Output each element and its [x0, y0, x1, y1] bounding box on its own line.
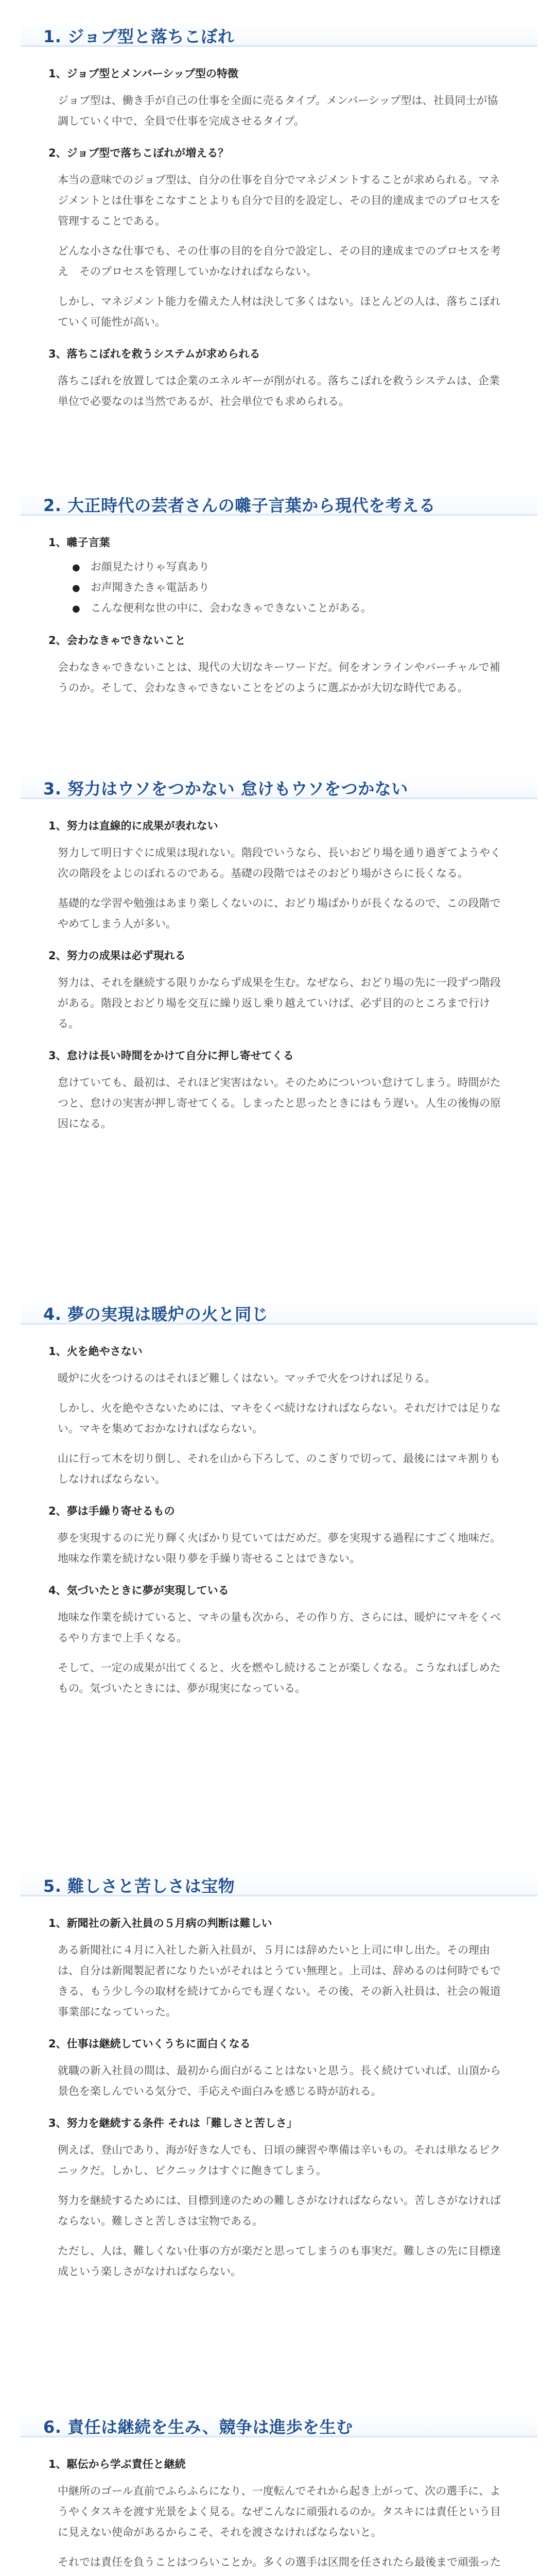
paragraph: ジョブ型は、働き手が自己の仕事を全面に売るタイプ。メンバーシップ型は、社員同士が協調していく中で、全員で仕事を完成させるタイプ。	[58, 94, 498, 127]
subheading: 4、気づいたときに夢が実現している	[48, 1584, 229, 1597]
section-title: 3. 努力はウソをつかない 怠けもウソをつかない	[43, 779, 408, 799]
subheading: 2、努力の成果は必ず現れる	[48, 950, 186, 962]
section-2	[21, 489, 537, 698]
section-header	[21, 1870, 537, 1896]
paragraph: 怠けていても、最初は、それほど実害はない。そのためについつい怠けてしまう。時間がたつと、怠けの実害が押し寄せてくる。しまったと思ったときにはもう遅い。人生の後悔の原因になる。	[58, 1076, 501, 1130]
section-3	[21, 773, 537, 1134]
section-title: 6. 責任は継続を生み、競争は進歩を生む	[43, 2417, 353, 2437]
paragraph: 落ちこぼれを放置しては企業のエネルギーが削がれる。落ちこぼれを救うシステムは、企業単位で必要なのは当然であるが、社会単位でも求められる。	[58, 375, 500, 408]
section-header	[21, 1298, 537, 1325]
section-1	[21, 21, 537, 412]
paragraph: どんな小さな仕事でも、その仕事の目的を自分で設定し、その目的達成までのプロセスを考え そのプロセスを管理していかなければならない。	[58, 245, 501, 278]
section-title: 1. ジョブ型と落ちこぼれ	[43, 27, 235, 46]
subheading: 1、駆伝から学ぶ責任と継続	[48, 2458, 186, 2470]
paragraph: 中継所のゴール直前でふらふらになり、一度転んでそれから起き上がって、次の選手に、ようやくタスキを渡す光景をよく見る。なぜこんなに頑張れるのか。タスキには責任という目に見えない使命があるからこそ、それを渡さなければならないと。	[58, 2485, 501, 2538]
paragraph: 会わなきゃできないことは、現代の大切なキーワードだ。何をオンラインやバーチャルで補うのか。そして、会わなきゃできないことをどのように選ぶかが大切な時代である。	[58, 661, 500, 694]
subheading: 1、新聞社の新入社員の５月病の判断は難しい	[48, 1917, 272, 1929]
paragraph: 本当の意味でのジョブ型は、自分の仕事を自分でマネジメントすることが求められる。マネジメントとは仕事をこなすことよりも自分で目的を設定し、その目的達成までのプロセスを管理することである。	[58, 174, 501, 227]
section-5	[21, 1870, 537, 2282]
section-header	[21, 21, 537, 47]
paragraph: 地味な作業を続けていると、マキの量も次から、その作り方、さらには、暖炉にマキをくべるやり方まで上手くなる。	[58, 1611, 501, 1644]
subheading: 1、ジョブ型とメンバーシップ型の特徴	[48, 67, 238, 80]
paragraph: 基礎的な学習や勉強はあまり楽しくないのに、おどり場ばかりが長くなるので、この段階でやめてしまう人が多い。	[58, 897, 501, 930]
paragraph: それでは責任を負うことはつらいことか。多くの選手は区間を任されたら最後まで頑張った	[58, 2556, 501, 2568]
paragraph: しかし、マネジメント能力を備えた人材は決して多くはない。ほとんどの人は、落ちこぼれていく可能性が高い。	[58, 295, 501, 328]
paragraph: 努力を継続するためには、目標到達のための難しさがなければならない。苦しさがなければならない。難しさと苦しさは宝物である。	[58, 2194, 501, 2227]
section-header	[21, 489, 537, 516]
paragraph: ある新聞社に４月に入社した新入社員が、５月には辞めたいと上司に申し出た。その理由は、自分は新聞製記者になりたいがそれはとうてい無理と。上司は、辞めるのは何時でもできる、もう少し今の取材を続けてからでも遅くない。その後、その新入社員は、社会の報道事業部になっていった。	[58, 1944, 501, 2018]
subheading: 2、夢は手繰り寄せるもの	[48, 1505, 175, 1517]
paragraph: 努力して明日すぐに成果は現れない。階段でいうなら、長いおどり場を通り過ぎてようやく次の階段をよじのぼれるのである。基礎の段階ではそのおどり場がさらに長くなる。	[58, 846, 501, 879]
section-header	[21, 2411, 537, 2437]
section-header	[21, 773, 537, 799]
list-item: ● お声聞きたきゃ電話あり	[72, 578, 537, 598]
subheading: 3、怠けは長い時間をかけて自分に押し寄せてくる	[48, 1049, 294, 1062]
section-6	[21, 2411, 537, 2576]
subheading: 3、努力を継続する条件 それは「難しさと苦しさ」	[48, 2117, 298, 2129]
subheading: 1、努力は直線的に成果が表れない	[48, 820, 218, 832]
subheading: 2、会わなきゃできないこと	[48, 634, 186, 647]
subheading: 2、ジョブ型で落ちこぼれが増える？	[48, 147, 229, 159]
subheading: 2、仕事は継続していくうちに面白くなる	[48, 2038, 251, 2050]
paragraph: しかし、火を絶やさないためには、マキをくべ続けなければならない。それだけでは足りない。マキを集めておかなければならない。	[58, 1402, 501, 1435]
subheading: 1、火を絶やさない	[48, 1345, 143, 1358]
paragraph: 山に行って木を切り倒し、それを山から下ろして、のこぎりで切って、最後にはマキ割りもしなければならない。	[58, 1452, 501, 1485]
section-title: 4. 夢の実現は暖炉の火と同じ	[43, 1304, 269, 1324]
paragraph: 例えば、登山であり、海が好きな人でも、日頃の練習や準備は辛いもの。それは単なるピクニックだ。しかし、ピクニックはすぐに飽きてしまう。	[58, 2144, 501, 2177]
paragraph: 暖炉に火をつけるのはそれほど難しくはない。マッチで火をつければ足りる。	[58, 1372, 436, 1384]
bullet-list	[72, 557, 537, 619]
paragraph: 努力は、それを継続する限りかならず成果を生む。なぜなら、おどり場の先に一段ずつ階段がある。階段とおどり場を交互に繰り返し乗り越えていけば、必ず目的のところまで行ける。	[58, 976, 501, 1030]
list-item: ● こんな便利な世の中に、会わなきゃできないことがある。	[72, 598, 537, 619]
paragraph: そして、一定の成果が出てくると、火を燃やし続けることが楽しくなる。こうなればしめたもの。気づいたときには、夢が現実になっている。	[58, 1662, 501, 1694]
list-item: ● お顔見たけりゃ写真あり	[72, 557, 537, 578]
section-4	[21, 1298, 537, 1699]
paragraph: 就職の新入社員の間は、最初から面白がることはないと思う。長く続けていれば、山頂から景色を楽しんでいる気分で、手応えや面白みを感じる時が訪れる。	[58, 2064, 501, 2097]
paragraph: 夢を実現するのに光り輝く火ばかり見ていてはだめだ。夢を実現する過程にすごく地味だ。地味な作業を続けない限り夢を手繰り寄せることはできない。	[58, 1532, 501, 1565]
subheading: 1、囃子言葉	[48, 536, 110, 549]
section-title: 5. 難しさと苦しさは宝物	[43, 1876, 235, 1896]
section-title: 2. 大正時代の芸者さんの囃子言葉から現代を考える	[43, 496, 436, 515]
paragraph: ただし、人は、難しくない仕事の方が楽だと思ってしまうのも事実だ。難しさの先に目標達成という楽しさがなければならない。	[58, 2245, 501, 2278]
subheading: 3、落ちこぼれを救うシステムが求められる	[48, 348, 260, 360]
